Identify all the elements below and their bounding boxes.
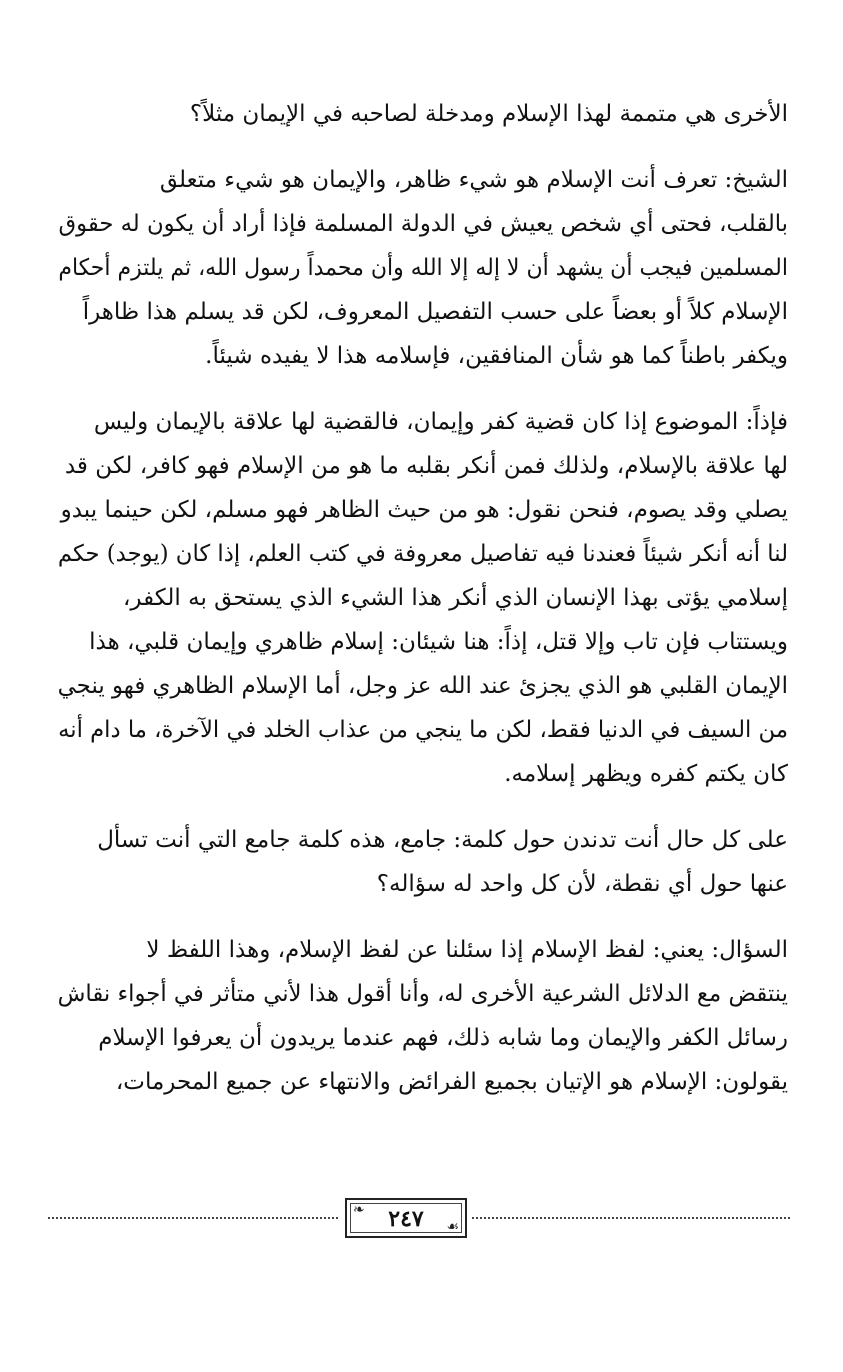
text-line: يقولون: الإسلام هو الإتيان بجميع الفرائض والانتهاء عن جميع المحرمات، <box>115 1069 788 1095</box>
page-body-text <box>58 92 788 1104</box>
text-line: الشيخ: تعرف أنت الإسلام هو شيء ظاهر، والإيمان هو شيء متعلق <box>159 167 788 193</box>
paragraph-gap <box>58 136 788 158</box>
paragraph-gap <box>58 796 788 818</box>
footer-dotted-rule-left <box>48 1217 338 1219</box>
text-line: رسائل الكفر والإيمان وما شابه ذلك، فهم عندما يريدون أن يعرفوا الإسلام <box>98 1025 788 1051</box>
text-line: من السيف في الدنيا فقط، لكن ما ينجي من عذاب الخلد في الآخرة، ما دام أنه <box>58 717 789 743</box>
text-line: ويستتاب فإن تاب وإلا قتل، إذاً: هنا شيئان: إسلام ظاهري وإيمان قلبي، هذا <box>89 629 788 655</box>
text-line: فإذاً: الموضوع إذا كان قضية كفر وإيمان، فالقضية لها علاقة بالإيمان وليس <box>93 409 788 435</box>
ornament-icon: ☙ <box>446 1219 459 1235</box>
text-line: إسلامي يؤتى بهذا الإنسان الذي أنكر هذا الشيء الذي يستحق به الكفر، <box>122 585 788 611</box>
text-line: الإيمان القلبي هو الذي يجزئ عند الله عز وجل، أما الإسلام الظاهري فهو ينجي <box>57 673 788 699</box>
text-line: لها علاقة بالإسلام، ولذلك فمن أنكر بقلبه ما هو من الإسلام فهو كافر، لكن قد <box>64 453 788 479</box>
text-line: الإسلام كلاً أو بعضاً على حسب التفصيل المعروف، لكن قد يسلم هذا ظاهراً <box>82 299 788 325</box>
text-line: يصلي وقد يصوم، فنحن نقول: هو من حيث الظاهر فهو مسلم، لكن حينما يبدو <box>60 497 788 523</box>
text-line: كان يكتم كفره ويظهر إسلامه. <box>504 761 788 787</box>
text-line: لنا أنه أنكر شيئاً فعندنا فيه تفاصيل معروفة في كتب العلم، إذا كان (يوجد) حكم <box>57 541 788 567</box>
text-line: المسلمين فيجب أن يشهد أن لا إله إلا الله وأن محمداً رسول الله، ثم يلتزم أحكام <box>58 255 788 281</box>
text-line: على كل حال أنت تدندن حول كلمة: جامع، هذه كلمة جامع التي أنت تسأل <box>97 827 788 853</box>
text-line: عنها حول أي نقطة، لأن كل واحد له سؤاله؟ <box>376 871 788 897</box>
text-line: ينتقض مع الدلائل الشرعية الأخرى له، وأنا أقول هذا لأني متأثر في أجواء نقاش <box>57 981 789 1007</box>
page-number-frame <box>345 1198 467 1238</box>
text-line: بالقلب، فحتى أي شخص يعيش في الدولة المسلمة فإذا أراد أن يكون له حقوق <box>58 211 789 237</box>
text-line: ويكفر باطناً كما هو شأن المنافقين، فإسلامه هذا لا يفيده شيئاً. <box>205 343 788 369</box>
footer-dotted-rule-right <box>472 1217 790 1219</box>
paragraph-gap <box>58 906 788 928</box>
ornament-icon: ❧ <box>353 1202 365 1218</box>
text-line: السؤال: يعني: لفظ الإسلام إذا سئلنا عن لفظ الإسلام، وهذا اللفظ لا <box>146 937 788 963</box>
page-number: ٢٤٧ <box>388 1206 424 1232</box>
text-line: الأخرى هي متممة لهذا الإسلام ومدخلة لصاحبه في الإيمان مثلاً؟ <box>189 101 788 127</box>
paragraph-gap <box>58 378 788 400</box>
